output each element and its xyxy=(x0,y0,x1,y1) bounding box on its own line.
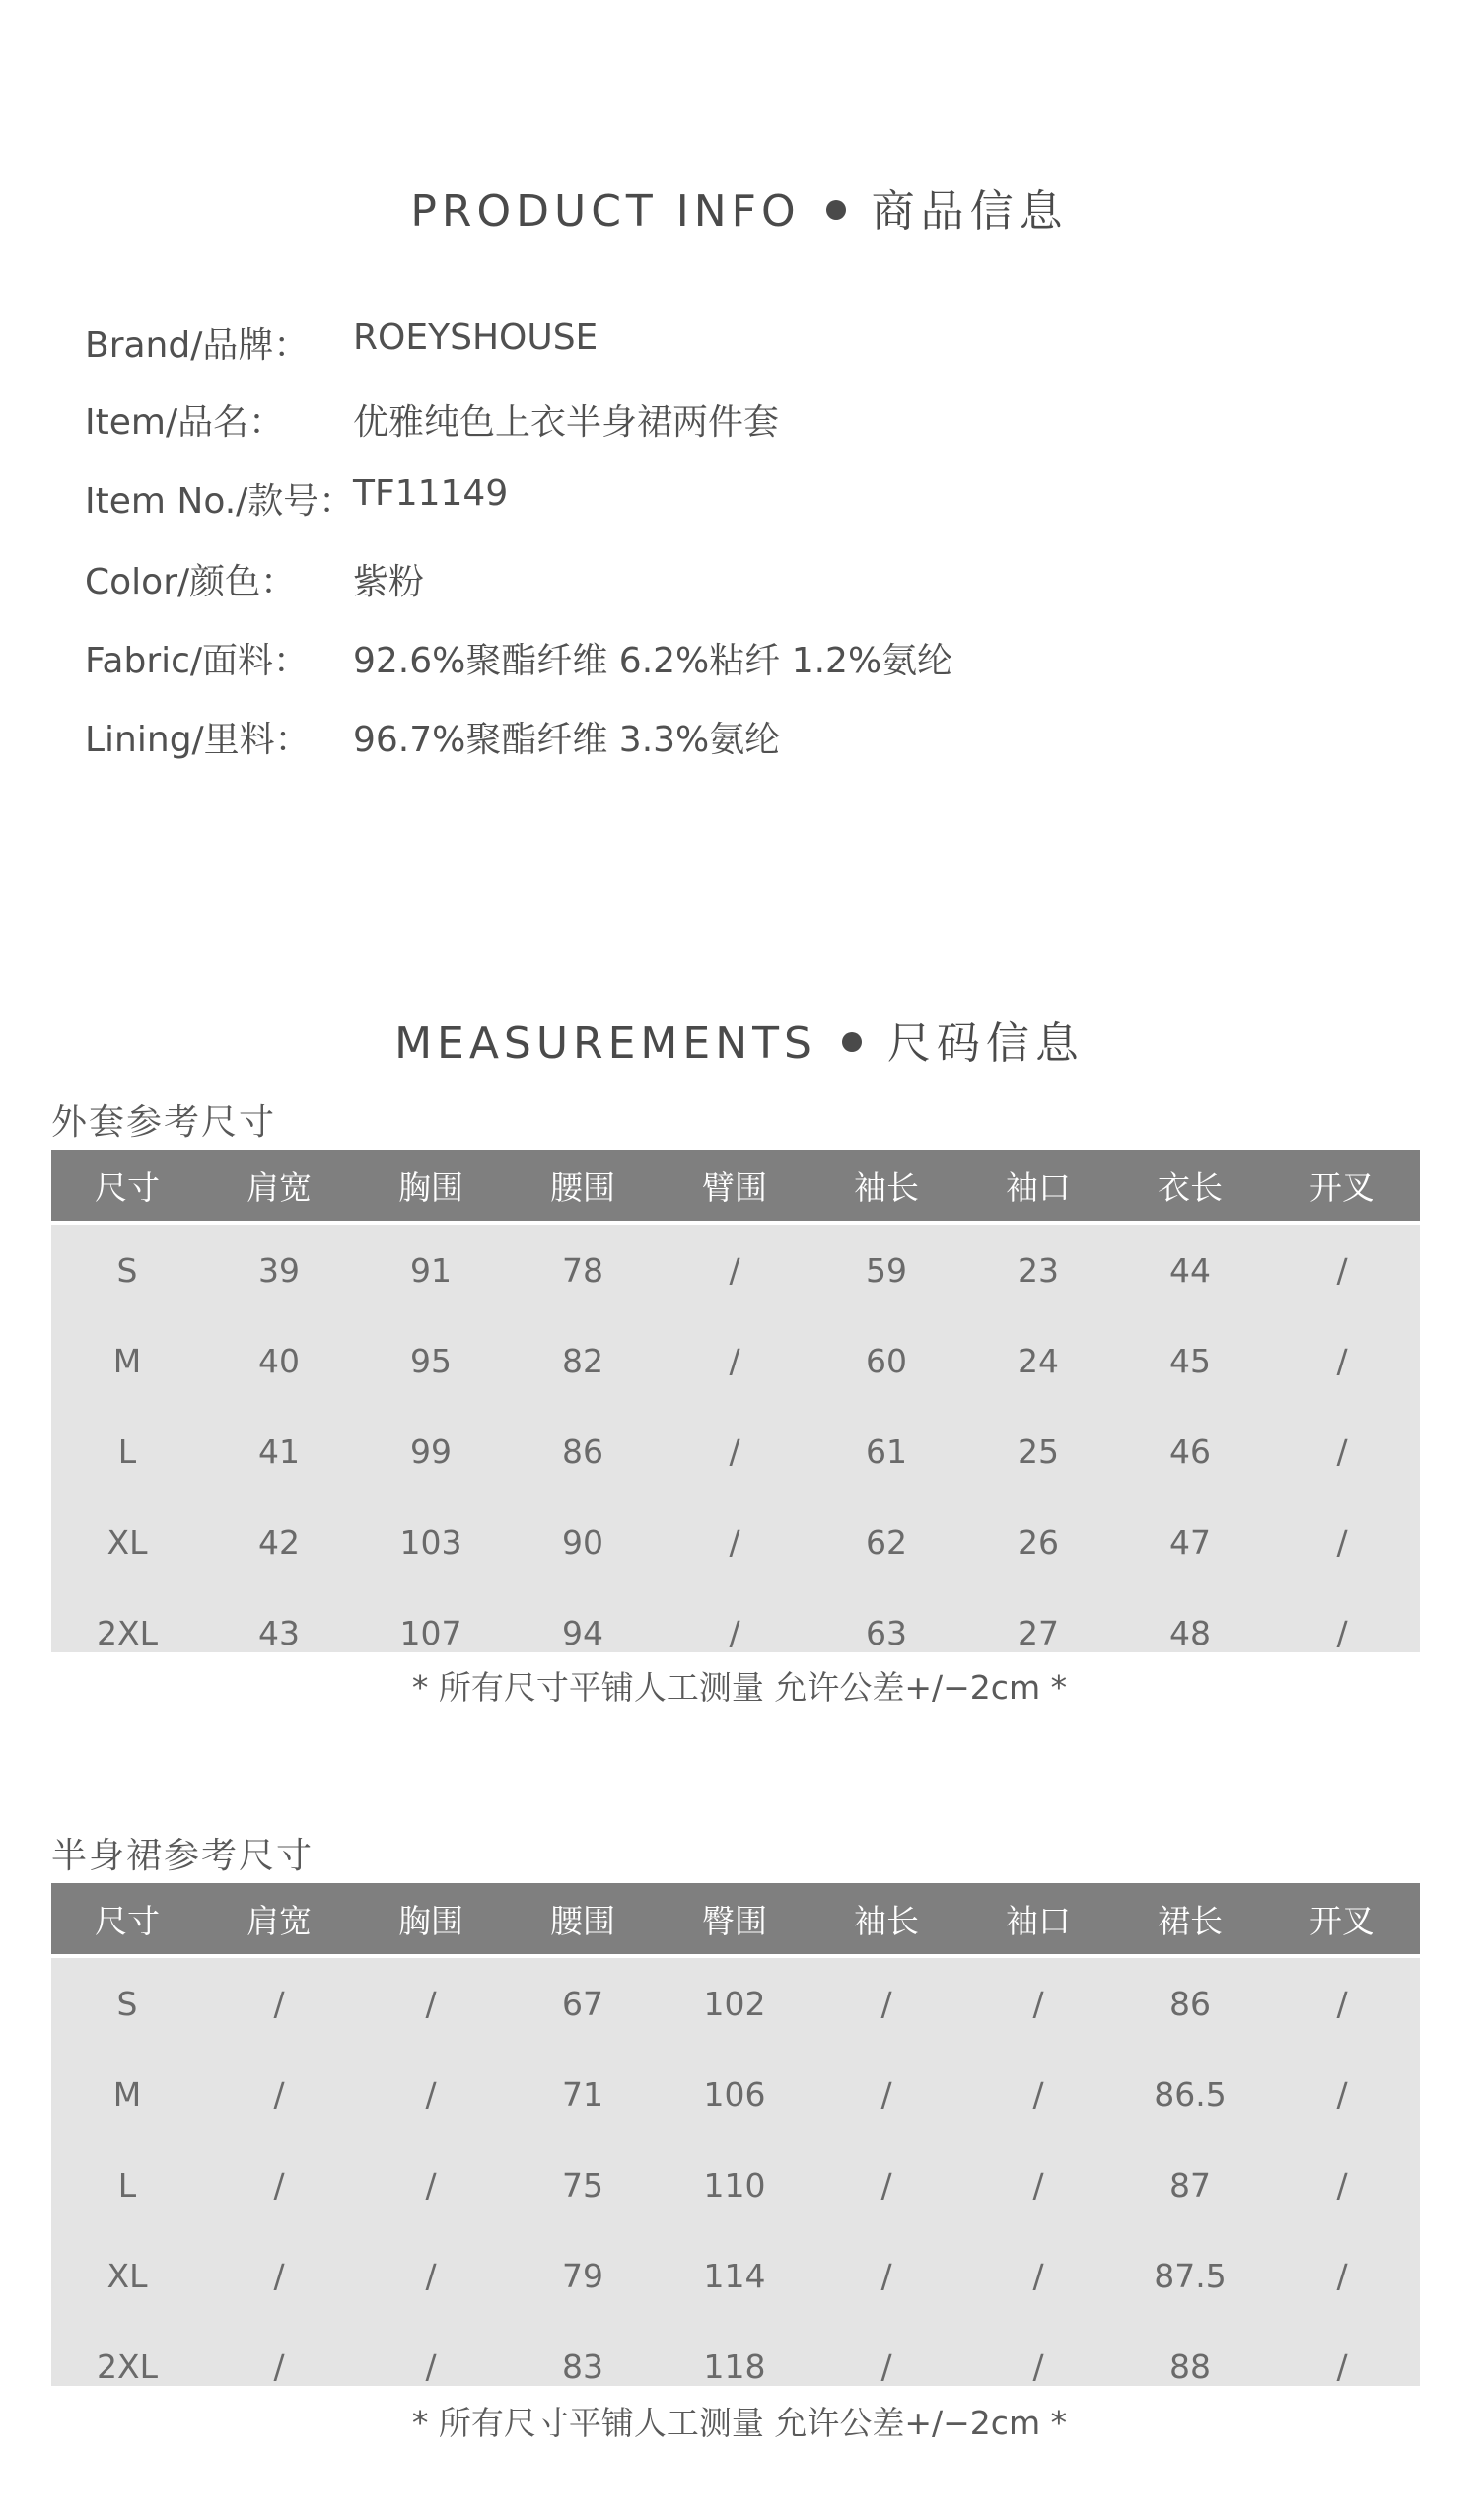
info-value: 96.7%聚酯纤维 3.3%氨纶 xyxy=(353,720,781,760)
table-header-cell: 裙长 xyxy=(1158,1901,1223,1940)
table-cell: 47 xyxy=(1169,1522,1211,1562)
skirt-table-caption: 半身裙参考尺寸 xyxy=(51,1836,315,1876)
table-header-cell: 胸围 xyxy=(398,1901,463,1940)
table-cell: 26 xyxy=(1018,1522,1059,1562)
bullet-dot-icon xyxy=(826,200,846,220)
table-header-cell: 开叉 xyxy=(1309,1901,1374,1940)
table-row xyxy=(51,1225,1420,1315)
table-header-cell: 开叉 xyxy=(1309,1167,1374,1207)
table-cell: / xyxy=(1336,2256,1348,2295)
table-cell: 107 xyxy=(399,1613,462,1652)
product-info-title-en: PRODUCT INFO xyxy=(410,186,801,237)
table-cell: / xyxy=(880,2346,892,2386)
table-cell: 41 xyxy=(258,1432,300,1471)
table-header-cell: 袖口 xyxy=(1006,1167,1071,1207)
table-header-cell: 腰围 xyxy=(550,1167,615,1207)
table-cell: 24 xyxy=(1018,1341,1059,1380)
table-cell: 102 xyxy=(703,1984,766,2023)
table-header-cell: 臂围 xyxy=(702,1167,767,1207)
jacket-table-caption: 外套参考尺寸 xyxy=(51,1102,277,1143)
table-header-cell: 尺寸 xyxy=(95,1167,160,1207)
info-value: 紫粉 xyxy=(353,562,425,602)
table-row xyxy=(51,1958,1420,2049)
table-cell: L xyxy=(117,2165,137,2205)
table-cell: 103 xyxy=(399,1522,462,1562)
info-value: TF11149 xyxy=(353,473,509,514)
table-cell: 71 xyxy=(562,2074,603,2114)
table-cell: 61 xyxy=(866,1432,907,1471)
table-cell: / xyxy=(425,2074,437,2114)
table-cell: 87 xyxy=(1169,2165,1211,2205)
table-cell: M xyxy=(112,2074,142,2114)
table-cell: 90 xyxy=(562,1522,603,1562)
table-cell: / xyxy=(729,1432,740,1471)
table-cell: 78 xyxy=(562,1250,603,1290)
table-cell: / xyxy=(1032,2165,1044,2205)
table-header-cell: 肩宽 xyxy=(246,1167,312,1207)
product-info-title-cn: 商品信息 xyxy=(871,186,1069,237)
table-row xyxy=(51,1315,1420,1406)
table-cell: S xyxy=(116,1250,138,1290)
table-row xyxy=(51,1406,1420,1497)
table-cell: 94 xyxy=(562,1613,603,1652)
skirt-size-table xyxy=(51,1883,1420,2386)
table-cell: 67 xyxy=(562,1984,603,2023)
table-header-cell: 衣长 xyxy=(1158,1167,1223,1207)
table-header-row xyxy=(51,1883,1420,1954)
table-body xyxy=(51,1225,1420,1652)
table-cell: XL xyxy=(106,2256,148,2295)
table-cell: 99 xyxy=(410,1432,452,1471)
table-cell: / xyxy=(273,2074,285,2114)
table-cell: / xyxy=(273,1984,285,2023)
info-label: Lining/里料： xyxy=(85,720,311,760)
info-label: Fabric/面料： xyxy=(85,641,310,681)
table-cell: / xyxy=(1336,1613,1348,1652)
table-cell: / xyxy=(273,2165,285,2205)
table-cell: / xyxy=(880,1984,892,2023)
table-cell: / xyxy=(1336,1984,1348,2023)
table-cell: / xyxy=(1336,2165,1348,2205)
table-cell: 95 xyxy=(410,1341,452,1380)
table-cell: 75 xyxy=(562,2165,603,2205)
table-header-cell: 尺寸 xyxy=(95,1901,160,1940)
table-cell: / xyxy=(1336,1432,1348,1471)
table-cell: 114 xyxy=(703,2256,766,2295)
jacket-size-table xyxy=(51,1150,1420,1652)
table-cell: M xyxy=(112,1341,142,1380)
info-label: Item No./款号： xyxy=(85,481,355,522)
table-cell: 27 xyxy=(1018,1613,1059,1652)
table-cell: 86 xyxy=(562,1432,603,1471)
table-header-row xyxy=(51,1150,1420,1221)
table-cell: / xyxy=(1336,2346,1348,2386)
table-cell: / xyxy=(425,2346,437,2386)
table-header-cell: 袖长 xyxy=(854,1901,919,1940)
table-cell: 46 xyxy=(1169,1432,1211,1471)
measurements-title-cn: 尺码信息 xyxy=(886,1018,1085,1069)
table-cell: / xyxy=(1032,2074,1044,2114)
table-cell: 60 xyxy=(866,1341,907,1380)
product-info-title xyxy=(0,175,1479,239)
table-cell: / xyxy=(1032,2346,1044,2386)
table-header-cell: 袖长 xyxy=(854,1167,919,1207)
table-cell: 48 xyxy=(1169,1613,1211,1652)
info-label: Item/品名： xyxy=(85,402,285,443)
table-cell: / xyxy=(880,2165,892,2205)
table-cell: 45 xyxy=(1169,1341,1211,1380)
info-label: Color/颜色： xyxy=(85,562,297,602)
table-header-cell: 肩宽 xyxy=(246,1901,312,1940)
table-cell: 91 xyxy=(410,1250,452,1290)
info-label: Brand/品牌： xyxy=(85,325,310,366)
measurements-title xyxy=(0,1008,1479,1071)
table-cell: / xyxy=(1032,1984,1044,2023)
table-cell: / xyxy=(729,1613,740,1652)
table-row xyxy=(51,2230,1420,2321)
table-cell: / xyxy=(1336,1522,1348,1562)
table-cell: 118 xyxy=(703,2346,766,2386)
table-cell: / xyxy=(880,2256,892,2295)
table-cell: / xyxy=(425,2165,437,2205)
table-header-cell: 袖口 xyxy=(1006,1901,1071,1940)
table-cell: 79 xyxy=(562,2256,603,2295)
table-cell: 23 xyxy=(1018,1250,1059,1290)
table-header-cell: 臀围 xyxy=(702,1901,767,1940)
table-cell: / xyxy=(729,1341,740,1380)
table-body xyxy=(51,1958,1420,2386)
table-cell: 63 xyxy=(866,1613,907,1652)
table-cell: / xyxy=(729,1522,740,1562)
table-cell: 2XL xyxy=(97,1613,158,1652)
jacket-table-note: * 所有尺寸平铺人工测量 允许公差+/−2cm * xyxy=(411,1668,1068,1707)
table-cell: 59 xyxy=(866,1250,907,1290)
table-cell: 83 xyxy=(562,2346,603,2386)
table-cell: / xyxy=(425,1984,437,2023)
table-cell: / xyxy=(425,2256,437,2295)
table-cell: 62 xyxy=(866,1522,907,1562)
table-cell: 43 xyxy=(258,1613,300,1652)
info-value: ROEYSHOUSE xyxy=(353,317,599,358)
measurements-title-en: MEASUREMENTS xyxy=(394,1018,816,1069)
table-cell: / xyxy=(273,2256,285,2295)
table-cell: 86 xyxy=(1169,1984,1211,2023)
table-cell: / xyxy=(1336,1250,1348,1290)
table-cell: 44 xyxy=(1169,1250,1211,1290)
table-cell: / xyxy=(880,2074,892,2114)
table-cell: / xyxy=(1336,1341,1348,1380)
table-cell: XL xyxy=(106,1522,148,1562)
table-cell: 40 xyxy=(258,1341,300,1380)
table-cell: 110 xyxy=(703,2165,766,2205)
table-cell: 25 xyxy=(1018,1432,1059,1471)
table-cell: 82 xyxy=(562,1341,603,1380)
skirt-table-note: * 所有尺寸平铺人工测量 允许公差+/−2cm * xyxy=(411,2404,1068,2442)
table-cell: 88 xyxy=(1169,2346,1211,2386)
bullet-dot-icon xyxy=(842,1032,862,1052)
table-header-cell: 胸围 xyxy=(398,1167,463,1207)
table-cell: / xyxy=(273,2346,285,2386)
table-row xyxy=(51,1497,1420,1587)
table-cell: / xyxy=(1336,2074,1348,2114)
table-row xyxy=(51,2049,1420,2139)
table-header-cell: 腰围 xyxy=(550,1901,615,1940)
table-cell: 87.5 xyxy=(1154,2256,1227,2295)
table-cell: S xyxy=(116,1984,138,2023)
table-row xyxy=(51,2139,1420,2230)
table-cell: 39 xyxy=(258,1250,300,1290)
info-value: 优雅纯色上衣半身裙两件套 xyxy=(353,402,780,443)
table-cell: 2XL xyxy=(97,2346,158,2386)
table-cell: / xyxy=(729,1250,740,1290)
table-cell: 106 xyxy=(703,2074,766,2114)
table-cell: 42 xyxy=(258,1522,300,1562)
table-cell: L xyxy=(117,1432,137,1471)
table-cell: 86.5 xyxy=(1154,2074,1227,2114)
table-cell: / xyxy=(1032,2256,1044,2295)
info-value: 92.6%聚酯纤维 6.2%粘纤 1.2%氨纶 xyxy=(353,641,953,681)
